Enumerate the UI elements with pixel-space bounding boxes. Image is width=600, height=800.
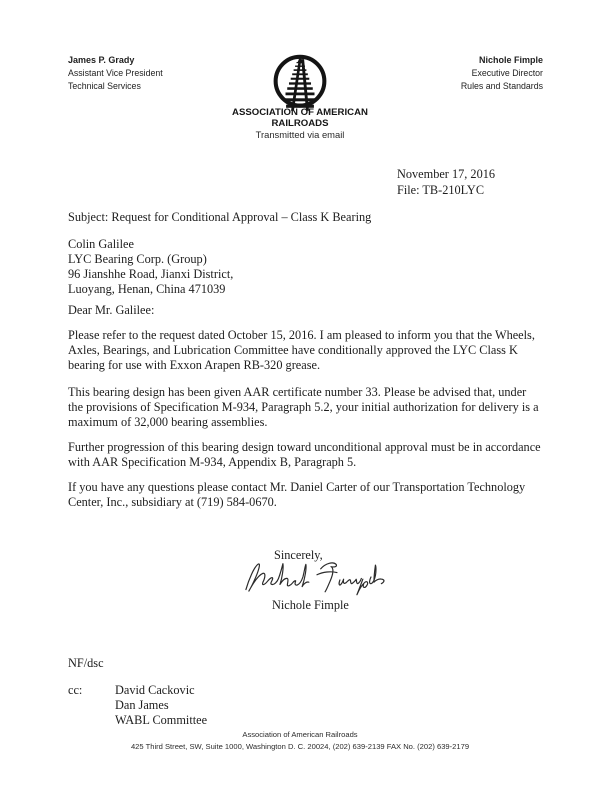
header-right-title: Executive Director (471, 68, 543, 78)
typed-signature-name: Nichole Fimple (272, 598, 349, 612)
header-left-dept: Technical Services (68, 81, 141, 91)
recipient-company: LYC Bearing Corp. (Group) (68, 252, 207, 266)
paragraph-4 (68, 480, 568, 510)
salutation: Dear Mr. Galilee: (68, 303, 155, 317)
handwritten-signature (240, 557, 388, 602)
paragraph-2-line: maximum of 32,000 bearing assemblies. (68, 415, 268, 429)
cc-names (115, 683, 207, 728)
paragraph-2-line: the provisions of Specification M-934, Paragraph 5.2, your initial authorization for delivery is a (68, 400, 539, 414)
cc-name: Dan James (115, 698, 169, 712)
paragraph-3-line: with AAR Specification M-934, Appendix B, Paragraph 5. (68, 455, 357, 469)
paragraph-3 (68, 440, 568, 470)
letter-date: November 17, 2016 (397, 167, 496, 181)
date-file-block (397, 167, 495, 198)
footer-org-name: Association of American Railroads (242, 730, 358, 739)
paragraph-1 (68, 328, 568, 373)
transmittal-note: Transmitted via email (255, 129, 345, 140)
cc-name: David Cackovic (115, 683, 195, 697)
paragraph-2-line: This bearing design has been given AAR certificate number 33. Please be advised that, under (68, 385, 527, 399)
footer-address: 425 Third Street, SW, Suite 1000, Washington D. C. 20024, (202) 639-2139 FAX No. (202) 639-2179 (130, 741, 470, 751)
header-left-name: James P. Grady (68, 55, 135, 65)
railroad-track-icon (271, 52, 329, 115)
letter-footer (0, 729, 600, 752)
header-left-title: Assistant Vice President (68, 68, 163, 78)
paragraph-3-line: Further progression of this bearing design toward unconditional approval must be in accordance (68, 440, 541, 454)
org-name (0, 107, 600, 129)
org-name-line1: ASSOCIATION OF AMERICAN (232, 107, 368, 118)
paragraph-1-line: bearing for use with Exxon Arapen RB-320 grease. (68, 358, 321, 372)
reference-initials: NF/dsc (68, 656, 104, 670)
recipient-city: Luoyang, Henan, China 471039 (68, 282, 226, 296)
paragraph-4-line: If you have any questions please contact Mr. Daniel Carter of our Transportation Technology (68, 480, 526, 494)
header-right-name: Nichole Fimple (478, 55, 543, 65)
cc-block (68, 683, 207, 728)
file-number: File: TB-210LYC (397, 182, 485, 197)
recipient-street: 96 Jianshhe Road, Jianxi District, (68, 267, 234, 281)
cc-name: WABL Committee (115, 713, 208, 727)
header-right-dept: Rules and Standards (460, 81, 543, 91)
recipient-name: Colin Galilee (68, 237, 134, 251)
paragraph-1-line: Please refer to the request dated October 15, 2016. I am pleased to inform you that the Wheels, (68, 328, 535, 342)
header-right-block (461, 54, 543, 93)
paragraph-4-line: Center, Inc., subsidiary at (719) 584-0670. (68, 495, 277, 509)
cc-label: cc: (68, 683, 83, 697)
paragraph-2 (68, 385, 568, 430)
header-left-block (68, 54, 163, 93)
org-name-line2: RAILROADS (271, 118, 329, 129)
subject-line: Subject: Request for Conditional Approval – Class K Bearing (68, 210, 372, 224)
valediction: Sincerely, (274, 548, 323, 562)
paragraph-1-line: Axles, Bearings, and Lubrication Committee have conditionally approved the LYC Class K (68, 343, 518, 357)
recipient-address (68, 237, 233, 297)
signature-ink (240, 557, 388, 597)
